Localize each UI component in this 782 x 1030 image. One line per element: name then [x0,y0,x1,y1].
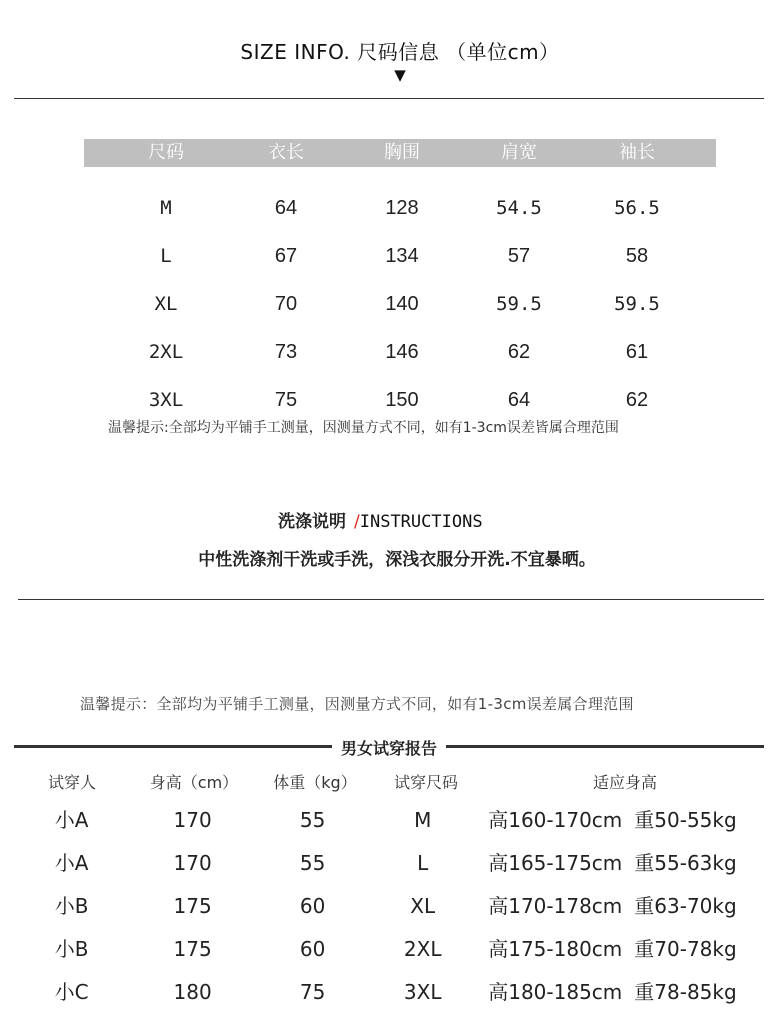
weight-cell: 75 [299,980,326,1004]
height-cell: 170 [173,851,212,875]
size-row [84,289,716,319]
sleeve-cell: 61 [625,341,649,363]
instructions-title-en: INSTRUCTIONS [359,512,483,532]
trial-table-header [20,770,764,796]
length-cell: 64 [274,197,298,219]
divider-middle [18,599,764,600]
height-cell: 180 [173,980,212,1004]
trial-row [20,977,764,1007]
person-cell: 小A [54,808,89,832]
fit-cell [482,805,764,835]
size-cell: L [160,245,172,267]
trial-row [20,934,764,964]
chest-cell: 134 [385,245,419,267]
fit-cell [482,977,764,1007]
trial-size-cell: XL [410,894,436,918]
col-height: 身高（cm） [149,773,239,792]
person-cell: 小B [54,937,89,961]
height-cell: 175 [173,894,212,918]
fit-cell [482,934,764,964]
fit-weight: 重50-55kg [634,808,737,832]
fit-weight: 重63-70kg [634,894,737,918]
trial-row [20,891,764,921]
col-fit-height: 适应身高 [592,773,657,792]
col-length: 衣长 [268,142,304,163]
instructions-title-cn: 洗涤说明 [278,512,346,532]
sleeve-cell: 62 [625,389,649,411]
size-cell: XL [154,293,178,315]
down-arrow-icon: ▼ [394,66,406,84]
trial-row [20,805,764,835]
fit-height: 高170-178cm [488,894,623,918]
height-cell: 170 [173,808,212,832]
size-row [84,337,716,367]
report-divider-left [14,745,332,748]
size-cell: 2XL [148,341,184,363]
fit-weight: 重55-63kg [634,851,737,875]
col-chest: 胸围 [384,142,420,163]
divider-top [14,98,764,99]
fit-height: 高180-185cm [488,980,623,1004]
fit-height: 高160-170cm [488,808,623,832]
fit-weight: 重78-85kg [634,980,737,1004]
measurement-note: 温馨提示:全部均为平铺手工测量，因测量方式不同，如有1-3cm误差皆属合理范围 [108,420,619,436]
weight-cell: 55 [299,808,326,832]
col-person: 试穿人 [47,773,96,792]
fit-height: 高175-180cm [488,937,623,961]
col-shoulder: 肩宽 [501,142,537,163]
chest-cell: 128 [385,197,419,219]
shoulder-cell: 62 [507,341,531,363]
col-trial-size: 试穿尺码 [393,773,458,792]
size-table-header [84,139,716,167]
trial-size-cell: 2XL [403,937,442,961]
fit-height: 高165-175cm [488,851,623,875]
fit-cell [482,848,764,878]
size-cell: M [160,197,172,219]
person-cell: 小A [54,851,89,875]
trial-size-cell: 3XL [403,980,442,1004]
shoulder-cell: 57 [507,245,531,267]
length-cell: 75 [274,389,298,411]
person-cell: 小B [54,894,89,918]
size-row [84,241,716,271]
chest-cell: 140 [385,293,419,315]
col-sleeve: 袖长 [619,142,655,163]
sleeve-cell: 58 [625,245,649,267]
fit-cell [482,891,764,921]
trial-row [20,848,764,878]
chest-cell: 150 [385,389,419,411]
instructions-title [278,507,483,532]
sleeve-cell: 59.5 [614,293,660,315]
weight-cell: 55 [299,851,326,875]
sleeve-cell: 56.5 [614,197,660,219]
shoulder-cell: 54.5 [496,197,542,219]
length-cell: 70 [274,293,298,315]
shoulder-cell: 64 [507,389,531,411]
height-cell: 175 [173,937,212,961]
size-cell: 3XL [148,389,184,411]
report-divider-right [446,745,764,748]
col-size: 尺码 [148,142,184,163]
measurement-note-2: 温馨提示：全部均为平铺手工测量，因测量方式不同，如有1-3cm误差属合理范围 [80,695,634,713]
person-cell: 小C [54,980,89,1004]
instructions-slash: / [354,512,360,532]
page-title: SIZE INFO. 尺码信息 （单位cm） [240,40,560,64]
trial-size-cell: L [417,851,429,875]
weight-cell: 60 [299,894,326,918]
shoulder-cell: 59.5 [496,293,542,315]
col-weight: 体重（kg） [273,773,357,792]
size-row [84,193,716,223]
weight-cell: 60 [299,937,326,961]
trial-size-cell: M [414,808,432,832]
chest-cell: 146 [385,341,419,363]
length-cell: 73 [274,341,298,363]
length-cell: 67 [274,245,298,267]
instructions-text: 中性洗涤剂干洗或手洗，深浅衣服分开洗.不宜暴晒。 [198,550,596,570]
size-row [84,385,716,415]
fit-weight: 重70-78kg [634,937,737,961]
trial-report-title: 男女试穿报告 [340,739,437,758]
